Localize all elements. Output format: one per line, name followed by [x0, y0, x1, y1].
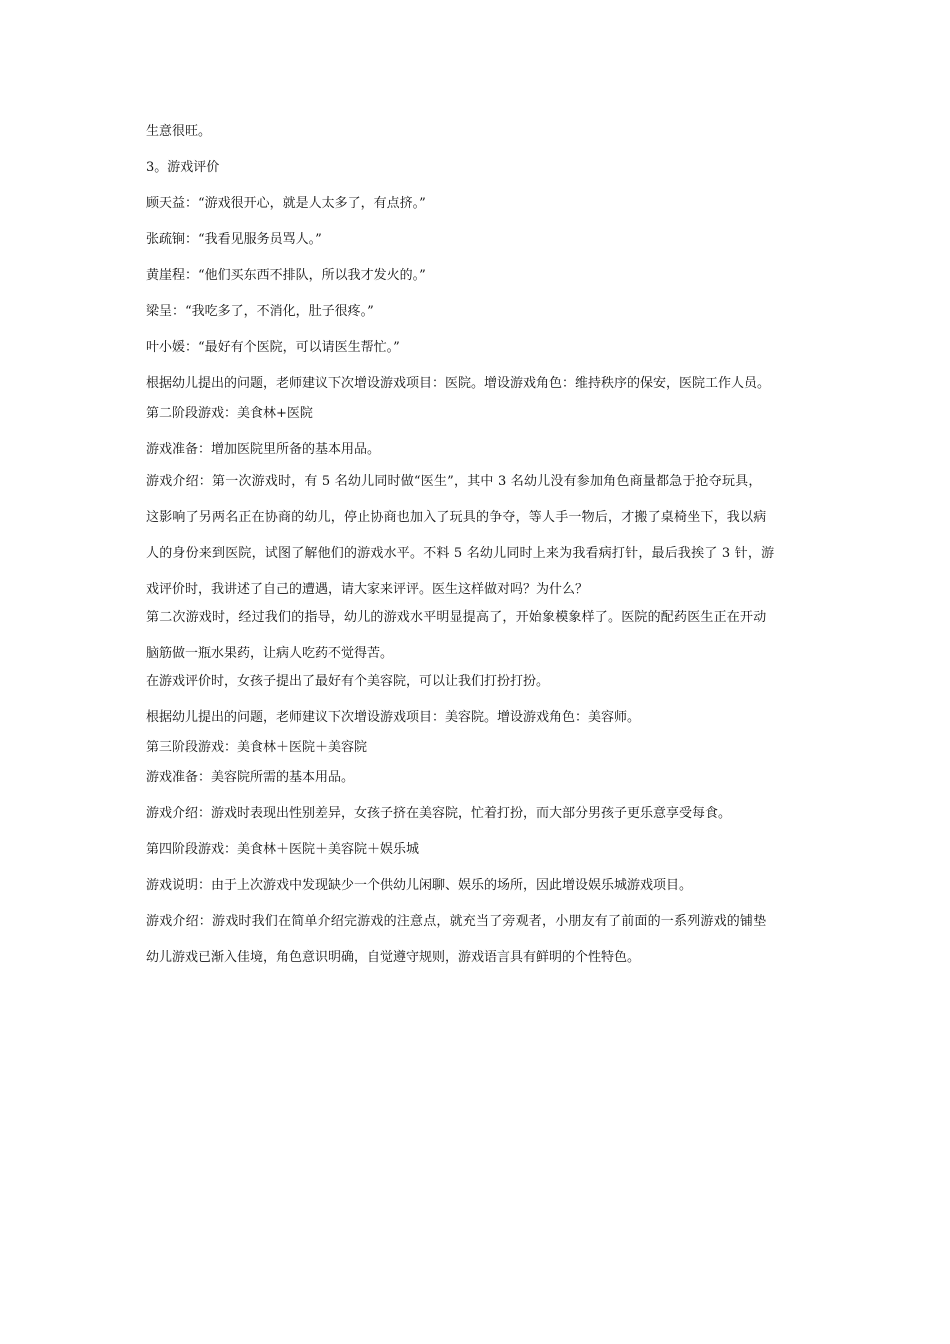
- second-game-line-2: 脑筋做一瓶水果药，让病人吃药不觉得苦。: [146, 646, 394, 661]
- second-game-line-1: 第二次游戏时，经过我们的指导，幼儿的游戏水平明显提高了，开始象模象样了。医院的配药医生正在开动: [146, 610, 767, 625]
- stage-two-intro-line-4: 戏评价时，我讲述了自己的遭遇，请大家来评评。医生这样做对吗？为什么？: [146, 582, 589, 597]
- stage-four-heading: 第四阶段游戏：美食林＋医院＋美容院＋娱乐城: [146, 842, 420, 857]
- text-line-suggestion-salon: 根据幼儿提出的问题，老师建议下次增设游戏项目：美容院。增设游戏角色：美容师。: [146, 710, 641, 725]
- quote-line-5: 叶小媛：“最好有个医院，可以请医生帮忙。”: [146, 340, 400, 355]
- section-heading-evaluation: 3。游戏评价: [146, 160, 220, 175]
- stage-four-description: 游戏说明：由于上次游戏中发现缺少一个供幼儿闲聊、娱乐的场所，因此增设娱乐城游戏项目。: [146, 878, 693, 893]
- quote-line-2: 张疏锏：“我看见服务员骂人。”: [146, 232, 322, 247]
- text-line-suggestion-hospital: 根据幼儿提出的问题，老师建议下次增设游戏项目：医院。增设游戏角色：维持秩序的保安，医院工作人员。: [146, 376, 771, 391]
- stage-three-preparation: 游戏准备：美容院所需的基本用品。: [146, 770, 355, 785]
- document-body: [146, 124, 816, 966]
- stage-two-preparation: 游戏准备：增加医院里所备的基本用品。: [146, 442, 381, 457]
- stage-four-intro-line-1: 游戏介绍：游戏时我们在简单介绍完游戏的注意点，就充当了旁观者，小朋友有了前面的一系列游戏的铺垫: [146, 914, 767, 929]
- stage-three-intro: 游戏介绍：游戏时表现出性别差异，女孩子挤在美容院，忙着打扮，而大部分男孩子更乐意享受每食。: [146, 806, 732, 821]
- quote-line-4: 梁呈：“我吃多了，不消化，肚子很疼。”: [146, 304, 374, 319]
- stage-three-heading: 第三阶段游戏：美食林＋医院＋美容院: [146, 740, 368, 755]
- quote-line-1: 顾天益：“游戏很开心，就是人太多了，有点挤。”: [146, 196, 426, 211]
- quote-line-3: 黄崖程：“他们买东西不排队，所以我才发火的。”: [146, 268, 426, 283]
- stage-four-intro-line-2: 幼儿游戏已渐入佳境，角色意识明确，自觉遵守规则，游戏语言具有鲜明的个性特色。: [146, 950, 641, 965]
- stage-two-intro-line-1: 游戏介绍：第一次游戏时，有 5 名幼儿同时做“医生”，其中 3 名幼儿没有参加角色商量都急于抢夺玩具，: [146, 474, 762, 489]
- evaluation-beauty-salon: 在游戏评价时，女孩子提出了最好有个美容院，可以让我们打扮打扮。: [146, 674, 550, 689]
- stage-two-heading: 第二阶段游戏：美食林+医院: [146, 406, 313, 421]
- stage-two-intro-line-2: 这影响了另两名正在协商的幼儿，停止协商也加入了玩具的争夺，等人手一物后，才搬了桌椅坐下，我以病: [146, 510, 767, 525]
- text-line-1: 生意很旺。: [146, 124, 212, 139]
- stage-two-intro-line-3: 人的身份来到医院，试图了解他们的游戏水平。不料 5 名幼儿同时上来为我看病打针，最后我挨了 3 针，游: [146, 546, 775, 561]
